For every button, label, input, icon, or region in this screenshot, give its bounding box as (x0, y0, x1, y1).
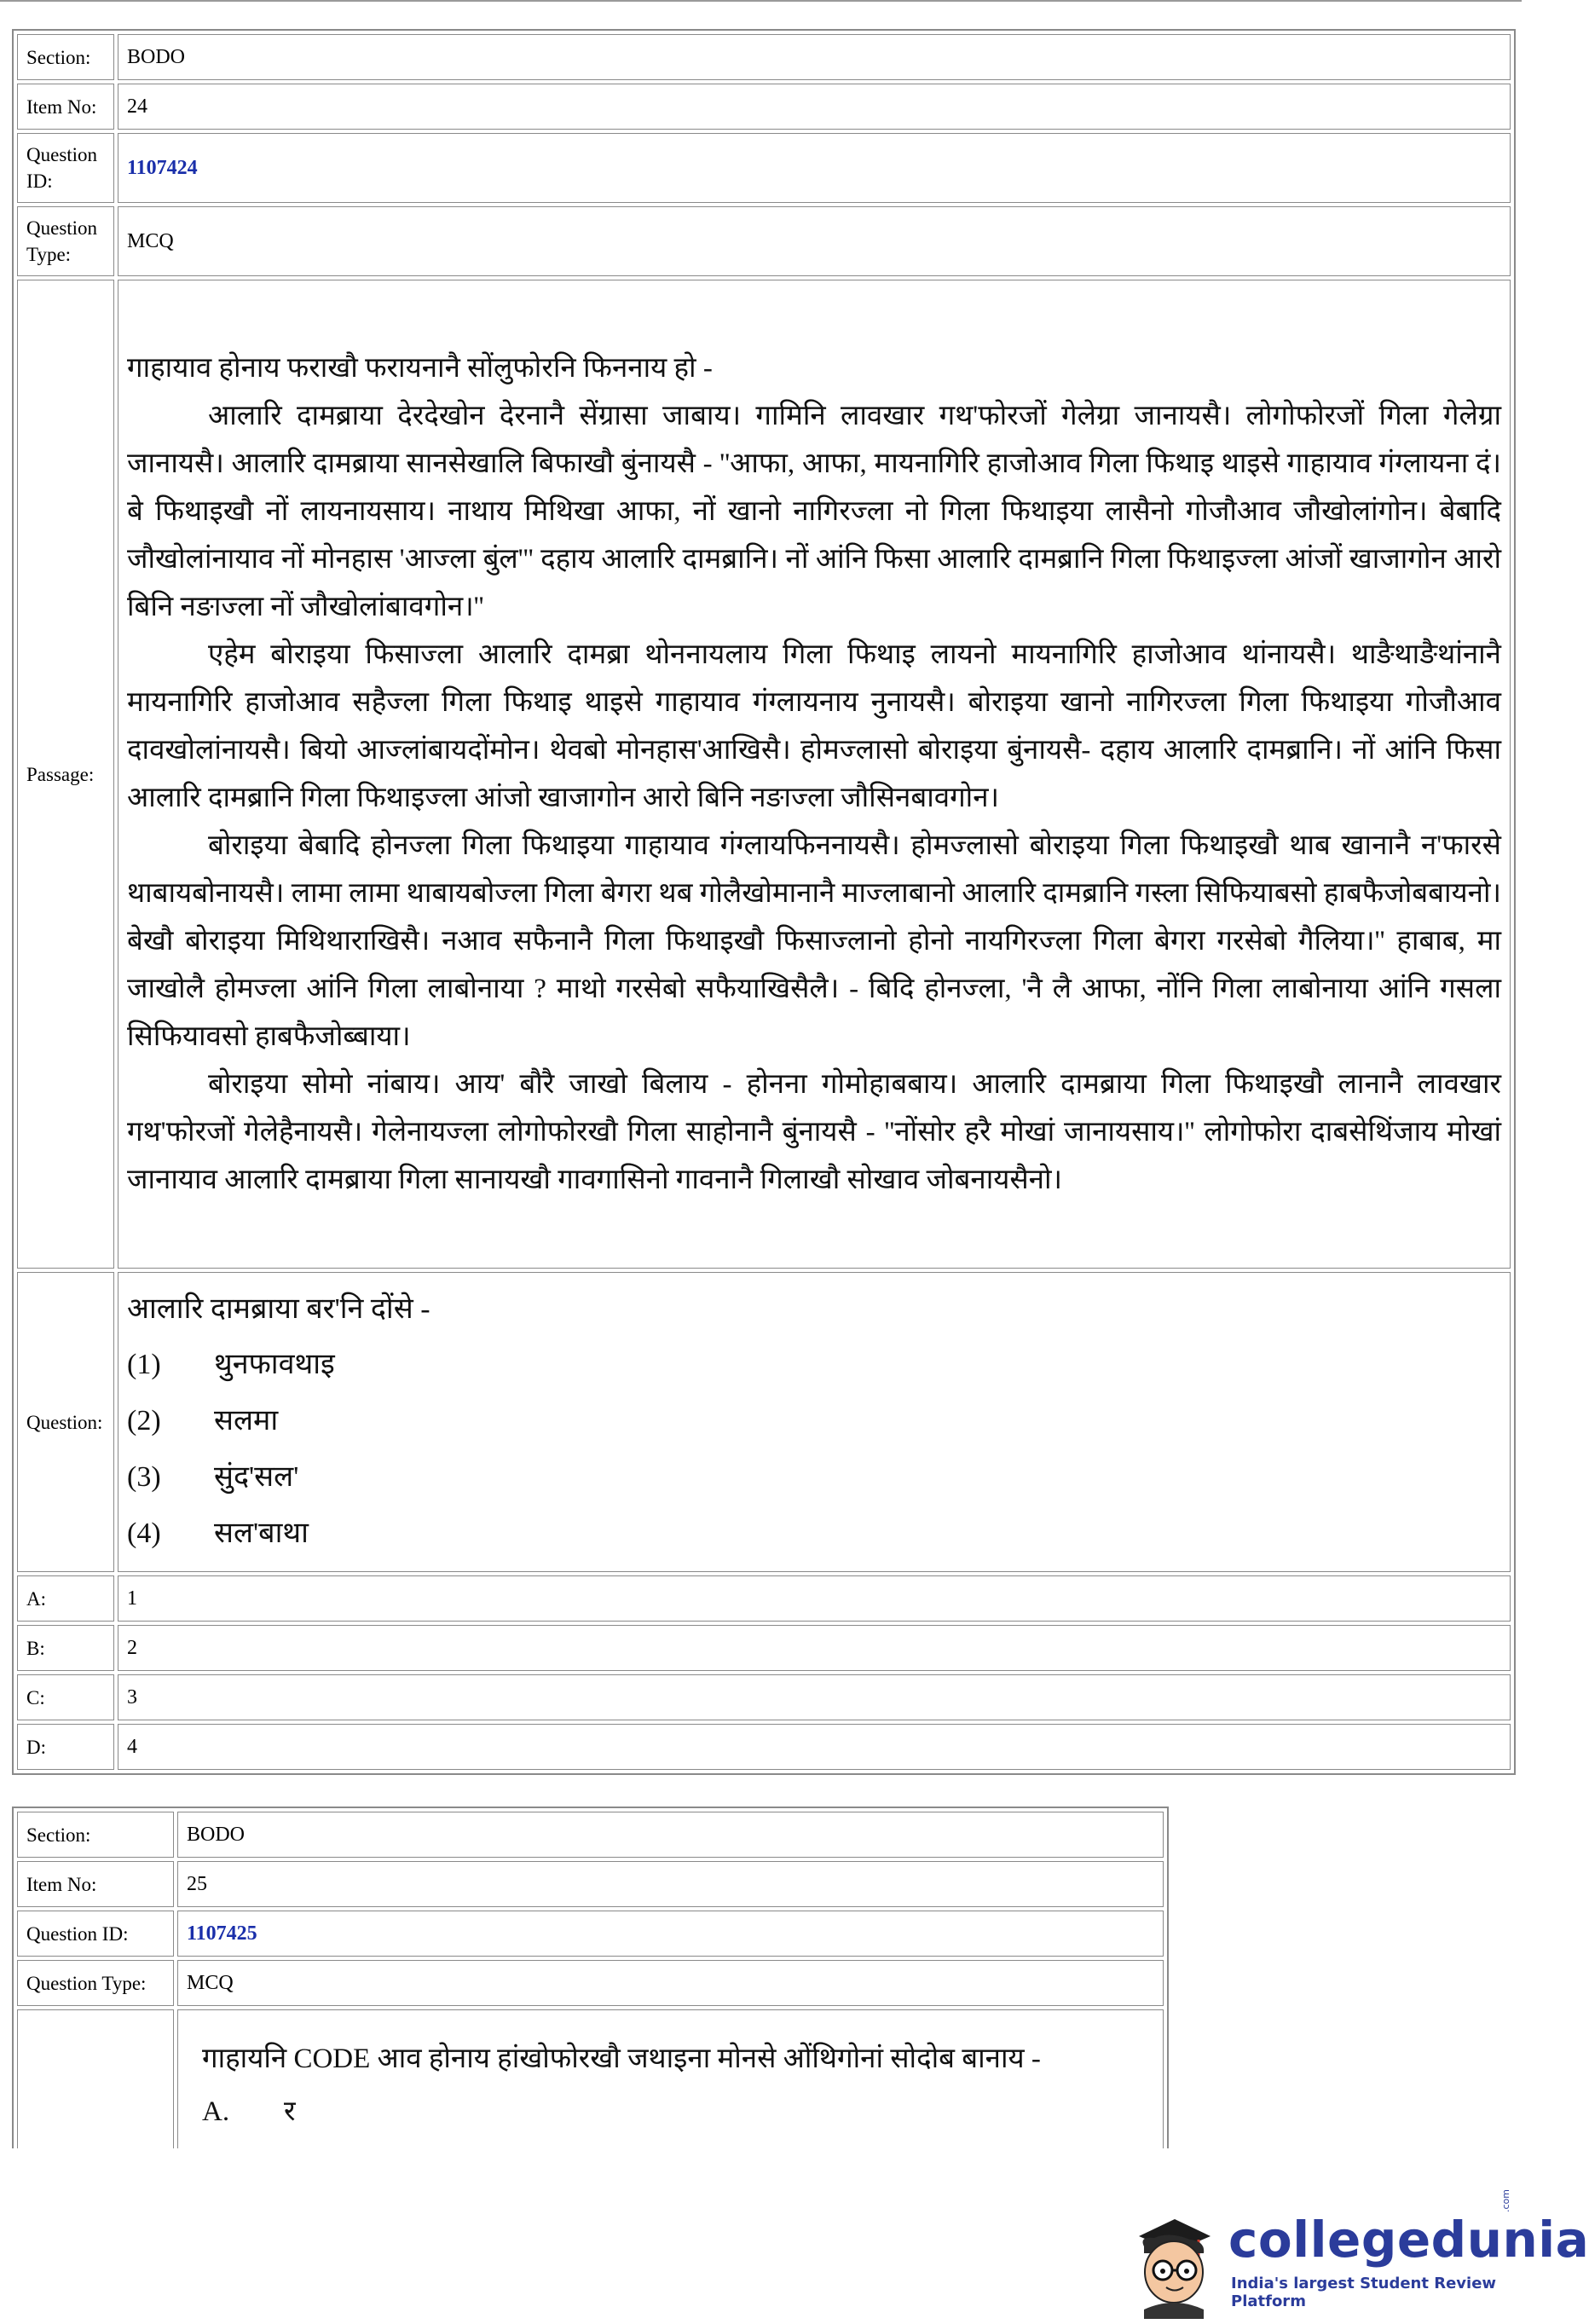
option-number: (3) (127, 1461, 161, 1493)
answer-d-row (17, 1724, 1511, 1770)
answer-d-value: 4 (118, 1724, 1511, 1770)
question-type-label: Question Type: (17, 206, 114, 276)
option-text: थुनफावथाइ (214, 1349, 335, 1380)
passage-intro: गाहायाव होनाय फराखौ फरायनानै सोंलुफोरनि फिननाय हो - (127, 353, 713, 384)
passage-text (118, 280, 1511, 1269)
section-value: BODO (177, 1812, 1164, 1858)
option-3 (127, 1449, 1501, 1506)
brand-tagline: India's largest Student Review Platform (1231, 2275, 1497, 2310)
passage-row (17, 280, 1511, 1269)
brand-name: collegedunia (1228, 2211, 1589, 2269)
answer-c-label: C: (17, 1674, 114, 1720)
option-number: A. (202, 2096, 230, 2127)
answer-a-value: 1 (118, 1575, 1511, 1622)
answer-a-label: A: (17, 1575, 114, 1622)
question-id-row (17, 1911, 1164, 1957)
passage-paragraph: एहेम बोराइया फिसाज्ला आलारि दामब्रा थोननायलाय गिला फिथाइ लायनो मायनागिरि हाजोआव थांनायसै। थाङैथाङैथांनानै मायनागिरि हाजोआव सहैज्ला गिला फिथाइ थाइसे गाहायाव गंग्लायनाय नुनायसै। बोराइया खानो नागिरज्ला गिला फिथाइया गोजौआव दावखोलांनायसै। बियो आज्लांबायदोंमोन। थेवबो मोनहास'आखिसै। होमज्लासो बोराइया बुंनायसै- दहाय आलारि दामब्रानि। नों आंनि फिसा आलारि दामब्रानि गिला फिथाइज्ला आंजो खाजागोन आरो बिनि नङाज्ला जौसिनबावगोन। (127, 639, 1501, 813)
item-no-value: 24 (118, 84, 1511, 130)
section-value: BODO (118, 34, 1511, 80)
section-row (17, 1812, 1164, 1858)
question-label: Question: (17, 1272, 114, 1572)
mascot-icon (1125, 2187, 1228, 2319)
answer-b-value: 2 (118, 1625, 1511, 1671)
option-2 (127, 1393, 1501, 1449)
answer-b-row (17, 1625, 1511, 1671)
option-text: र (284, 2096, 296, 2127)
question-id-value: 1107424 (118, 133, 1511, 203)
passage-paragraph: आलारि दामब्राया देरदेखोन देरनानै सेंग्रासा जाबाय। गामिनि लावखार गथ'फोरजों गेलेग्रा जानायसै। लोगोफोरजों गिला गेलेग्रा जानायसै। आलारि दामब्राया सानसेखालि बिफाखौ बुंनायसै - ''आफा, आफा, मायनागिरि हाजोआव गिला फिथाइ थाइसे गाहायाव गंग्लायना दं। बे फिथाइखौ नों लायनायसाय। नाथाय मिथिखा आफा, नों खानो नागिरज्ला नो गिला फिथाइया लासैनो गोजौआव जौखोलांगोन। बेबादि जौखोलांनायाव नों मोनहास 'आज्ला बुंल''' दहाय आलारि दामब्रानि। नों आंनि फिसा आलारि दामब्रानि गिला फिथाइज्ला आंजों खाजागोन आरो बिनि नङाज्ला नों जौखोलांबावगोन।'' (127, 401, 1501, 622)
question-type-label: Question Type: (17, 1960, 174, 2006)
section-label: Section: (17, 34, 114, 80)
option-number: (4) (127, 1518, 161, 1549)
question-type-row (17, 206, 1511, 276)
item-no-row (17, 84, 1511, 130)
option-4 (127, 1506, 1501, 1562)
question-stem: आलारि दामब्राया बर'नि दोंसे - (127, 1293, 430, 1325)
question-id-label: Question ID: (17, 1911, 174, 1957)
answer-a-row (17, 1575, 1511, 1622)
answer-c-value: 3 (118, 1674, 1511, 1720)
answer-c-row (17, 1674, 1511, 1720)
passage-paragraph: बोराइया सोमो नांबाय। आय' बौरै जाखो बिलाय - होनना गोमोहाबबाय। आलारि दामब्राया गिला फिथाइखौ लानानै लावखार गथ'फोरजों गेलेहैनायसै। गेलेनायज्ला लोगोफोरखौ गिला साहोनानै बुंनायसै - ''नोंसोर हरै मोखां जानायसाय।'' लोगोफोरा दाबसेथिंजाय मोखां जानायाव आलारि दामब्राया गिला सानायखौ गावगासिनो गावनानै गिलाखौ सोखाव जोबनायसैनो। (127, 1069, 1501, 1195)
item-no-label: Item No: (17, 1861, 174, 1907)
option-number: (2) (127, 1405, 161, 1437)
section-row (17, 34, 1511, 80)
item-no-value: 25 (177, 1861, 1164, 1907)
question-type-row (17, 1960, 1164, 2006)
top-rule (0, 0, 1522, 2)
item-no-row (17, 1861, 1164, 1907)
passage-label: Passage: (17, 280, 114, 1269)
passage-paragraph: बोराइया बेबादि होनज्ला गिला फिथाइया गाहायाव गंग्लायफिननायसै। होमज्लासो बोराइया गिला फिथाइखौ थाब खानानै न'फारसे थाबायबोनायसै। लामा लामा थाबायबोज्ला गिला बेगरा थब गोलैखोमानानै माज्लाबानो आलारि दामब्रानि गस्ला सिफियाबसो हाबफैजोबबायनो। बेखौ बोराइया मिथिथाराखिसै। नआव सफैनानै गिला फिथाइखौ फिसाज्लानो होनो नायगिरज्ला गिला बेगरा गरसेबो गैलिया।'' हाबाब, मा जाखोलै होमज्ला आंनि गिला लाबोनाया ? माथो गरसेबो सफैयाखिसैलै। - बिदि होनज्ला, 'नै लै आफा, नोंनि गिला लाबोनाया आंनि गसला सिफियावसो हाबफैजोब्बाया। (127, 830, 1501, 1052)
question-row (17, 1272, 1511, 1572)
question-type-value: MCQ (177, 1960, 1164, 2006)
answer-d-label: D: (17, 1724, 114, 1770)
answer-b-label: B: (17, 1625, 114, 1671)
collegedunia-logo[interactable] (1125, 2187, 1589, 2319)
option-1 (127, 1337, 1501, 1393)
option-number: (1) (127, 1349, 161, 1380)
question-id-value: 1107425 (177, 1911, 1164, 1957)
section-label: Section: (17, 1812, 174, 1858)
option-a (202, 2085, 1154, 2138)
item-no-label: Item No: (17, 84, 114, 130)
brand-domain: .com (1500, 2189, 1511, 2212)
question-type-value: MCQ (118, 206, 1511, 276)
option-text: सलमा (214, 1405, 279, 1437)
option-text: सुंद'सल' (214, 1461, 299, 1493)
question-content (118, 1272, 1511, 1572)
question-id-row (17, 133, 1511, 203)
question-id-label: Question ID: (17, 133, 114, 203)
question-stem: गाहायनि CODE आव होनाय हांखोफोरखौ जथाइना मोनसे ओंथिगोनां सोदोब बानाय - (202, 2044, 1041, 2074)
question-24-table (12, 29, 1516, 1775)
option-text: सल'बाथा (214, 1518, 309, 1549)
